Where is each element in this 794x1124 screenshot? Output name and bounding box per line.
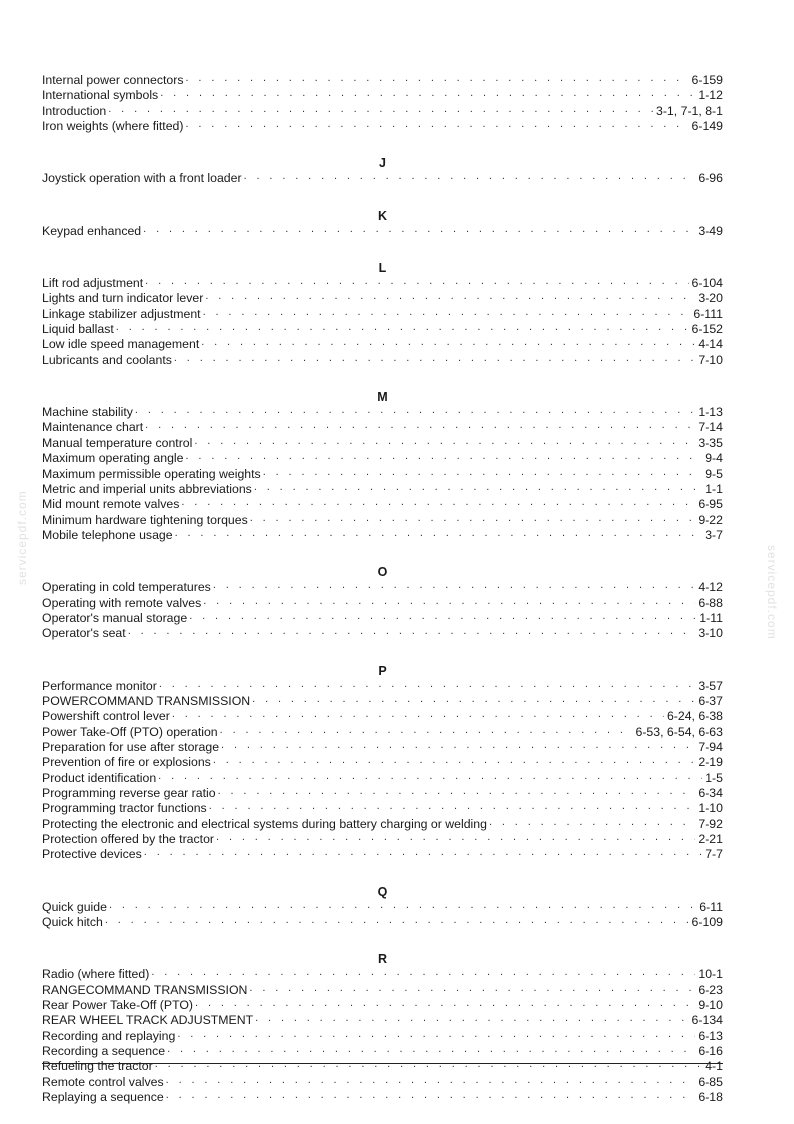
page-reference: 6-159 (691, 73, 723, 87)
index-term: Joystick operation with a front loader (42, 171, 242, 186)
dot-leader (145, 274, 688, 289)
section-letter-heading: R (377, 952, 388, 967)
dot-leader (172, 707, 664, 722)
page-reference: 7-92 (698, 816, 723, 831)
dot-leader (166, 1073, 696, 1088)
page-reference: 3-35 (698, 435, 723, 450)
dot-leader (174, 351, 695, 366)
index-section (42, 261, 723, 368)
dot-leader (195, 996, 695, 1011)
dot-leader (218, 784, 696, 799)
page-reference: 6-34 (698, 786, 723, 800)
dot-leader (203, 305, 691, 320)
section-letter-heading: K (377, 208, 388, 223)
dot-leader (489, 815, 695, 830)
dot-leader (186, 71, 689, 86)
dot-leader (209, 799, 696, 814)
dot-leader (105, 913, 689, 928)
dot-leader (185, 117, 688, 132)
dot-leader (189, 609, 696, 624)
watermark-left: servicepdf.com (15, 490, 29, 585)
page-reference: 6-11 (699, 899, 723, 914)
page-reference: 4-12 (698, 580, 723, 595)
page-reference: 7-7 (705, 847, 723, 862)
page-reference: 1-11 (699, 610, 723, 625)
dot-leader (203, 594, 695, 609)
index-term: International symbols (42, 88, 159, 103)
index-term: Minimum hardware tightening torques (42, 512, 248, 527)
page-reference: 9-4 (705, 451, 723, 466)
index-section (42, 390, 723, 543)
page-reference: 6-18 (698, 1090, 723, 1105)
index-term: RANGECOMMAND TRANSMISSION (42, 982, 248, 997)
page-reference: 3-1, 7-1, 8-1 (656, 103, 723, 118)
page-reference: 7-14 (698, 420, 723, 435)
index-term: Operator's manual storage (42, 610, 188, 625)
page-reference: 1-12 (698, 88, 723, 103)
dot-leader (254, 480, 702, 495)
index-term: Introduction (42, 103, 107, 118)
index-term: Refueling the tractor (42, 1059, 153, 1074)
dot-leader (252, 692, 695, 707)
index-term: Operator's seat (42, 626, 126, 641)
page-reference: 6-109 (691, 915, 723, 930)
index-term: Lubricants and coolants (42, 352, 172, 367)
dot-leader (201, 335, 695, 350)
index-term: Powershift control lever (42, 709, 170, 724)
index-term: Maximum permissible operating weights (42, 466, 261, 481)
index-term: Protecting the electronic and electrical systems during battery charging or welding (42, 816, 487, 831)
page-reference: 6-37 (698, 693, 723, 708)
index-entry (42, 119, 723, 134)
index-term: Maintenance chart (42, 420, 144, 435)
dot-leader (160, 86, 695, 101)
dot-leader (186, 449, 703, 464)
page-reference: 3-49 (698, 223, 723, 238)
dot-leader (205, 289, 695, 304)
page-reference: 6-111 (693, 306, 723, 321)
section-letter-heading: Q (377, 884, 388, 899)
dot-leader (128, 624, 696, 639)
index-term: Operating in cold temperatures (42, 580, 211, 595)
page-reference: 6-152 (691, 322, 723, 337)
page-reference: 9-5 (705, 466, 723, 481)
dot-leader (155, 1057, 702, 1072)
section-letter-heading: L (378, 261, 387, 276)
section-letter-heading: J (379, 156, 386, 171)
index-section (42, 73, 723, 134)
index-entry (42, 353, 723, 368)
dot-leader (135, 403, 695, 418)
section-letter-heading: M (377, 390, 388, 405)
index-entry (42, 224, 723, 239)
index-term: Liquid ballast (42, 322, 114, 337)
index-term: Radio (where fitted) (42, 967, 150, 982)
index-term: Protection offered by the tractor (42, 832, 215, 847)
index-term: Mobile telephone usage (42, 527, 173, 542)
dot-leader (244, 169, 696, 184)
index-term: Quick hitch (42, 915, 103, 930)
dot-leader (166, 1088, 696, 1103)
index-entry (42, 528, 723, 543)
index-entry (42, 1090, 723, 1105)
page-reference: 1-1 (705, 481, 723, 496)
index-section (42, 209, 723, 239)
page-reference: 6-134 (691, 1013, 723, 1028)
index-term: Recording a sequence (42, 1044, 166, 1059)
index-section (42, 565, 723, 641)
page-reference: 6-85 (698, 1074, 723, 1089)
watermark-right: servicepdf.com (765, 545, 779, 640)
dot-leader (167, 1042, 695, 1057)
index-term: Metric and imperial units abbreviations (42, 481, 252, 496)
dot-leader (221, 738, 695, 753)
page-reference: 4-1 (705, 1059, 723, 1074)
index-section (42, 952, 723, 1105)
index-entry (42, 171, 723, 186)
page-reference: 3-57 (698, 678, 723, 693)
page-reference: 3-20 (698, 291, 723, 306)
index-term: Product identification (42, 770, 157, 785)
index-term: Linkage stabilizer adjustment (42, 306, 201, 321)
page-reference: 6-53, 6-54, 6-63 (635, 724, 723, 739)
dot-leader (116, 320, 689, 335)
dot-leader (249, 981, 695, 996)
index-term: Programming tractor functions (42, 801, 207, 816)
page-reference: 6-104 (691, 276, 723, 291)
index-term: Preparation for use after storage (42, 739, 220, 754)
dot-leader (177, 1027, 695, 1042)
page-reference: 3-7 (705, 527, 723, 542)
dot-leader (151, 965, 695, 980)
index-term: Replaying a sequence (42, 1090, 164, 1105)
index-term: Protective devices (42, 847, 142, 862)
section-letter-heading: O (377, 565, 388, 580)
page-reference: 9-10 (698, 998, 723, 1013)
dot-leader (109, 898, 696, 913)
index-entry (42, 915, 723, 930)
dot-leader (250, 511, 696, 526)
index-term: Operating with remote valves (42, 595, 202, 610)
dot-leader (220, 723, 633, 738)
page-reference: 1-13 (698, 405, 723, 420)
index-term: Lights and turn indicator lever (42, 291, 204, 306)
index-term: Rear Power Take-Off (PTO) (42, 998, 194, 1013)
page-reference: 7-10 (698, 352, 723, 367)
page-reference: 1-10 (698, 801, 723, 816)
index-entry (42, 626, 723, 641)
page-reference: 6-88 (698, 595, 723, 610)
dot-leader (159, 677, 696, 692)
page-reference: 6-23 (698, 982, 723, 997)
dot-leader (255, 1011, 688, 1026)
index-list (42, 73, 723, 1106)
index-section (42, 885, 723, 931)
page-reference: 2-19 (698, 755, 723, 770)
index-entry (42, 847, 723, 862)
page-reference: 6-149 (691, 119, 723, 134)
footer-rule (42, 1063, 723, 1064)
index-term: POWERCOMMAND TRANSMISSION (42, 693, 251, 708)
index-term: Remote control valves (42, 1074, 164, 1089)
dot-leader (108, 102, 653, 117)
index-section (42, 156, 723, 186)
dot-leader (158, 769, 702, 784)
dot-leader (194, 434, 695, 449)
index-term: Internal power connectors (42, 73, 184, 87)
dot-leader (216, 830, 695, 845)
index-term: Maximum operating angle (42, 451, 184, 466)
index-term: Power Take-Off (PTO) operation (42, 724, 218, 739)
page-reference: 3-10 (698, 626, 723, 641)
dot-leader (145, 418, 695, 433)
index-term: Keypad enhanced (42, 223, 142, 238)
dot-leader (144, 845, 702, 860)
index-term: Manual temperature control (42, 435, 193, 450)
page-reference: 10-1 (698, 967, 723, 982)
index-term: Programming reverse gear ratio (42, 786, 216, 800)
dot-leader (213, 578, 696, 593)
page-reference: 6-13 (698, 1028, 723, 1043)
index-term: Lift rod adjustment (42, 276, 144, 291)
page-reference: 1-5 (705, 770, 723, 785)
index-term: Quick guide (42, 899, 107, 914)
index-term: Recording and replaying (42, 1028, 176, 1043)
index-term: Mid mount remote valves (42, 497, 180, 512)
page-reference: 6-16 (698, 1044, 723, 1059)
dot-leader (175, 526, 703, 541)
index-section (42, 664, 723, 863)
page-reference: 7-94 (698, 739, 723, 754)
index-term: Low idle speed management (42, 337, 200, 352)
index-term: Machine stability (42, 405, 133, 420)
section-letter-heading: P (378, 663, 387, 678)
page-reference: 6-95 (698, 497, 723, 512)
index-term: REAR WHEEL TRACK ADJUSTMENT (42, 1013, 254, 1028)
page-reference: 9-22 (698, 512, 723, 527)
dot-leader (181, 495, 695, 510)
page-reference: 6-24, 6-38 (666, 709, 723, 724)
dot-leader (143, 222, 695, 237)
page-reference: 2-21 (698, 832, 723, 847)
dot-leader (263, 465, 703, 480)
page-reference: 6-96 (698, 171, 723, 186)
index-term: Prevention of fire or explosions (42, 755, 211, 770)
dot-leader (213, 753, 696, 768)
index-term: Performance monitor (42, 678, 157, 693)
page-reference: 4-14 (698, 337, 723, 352)
index-term: Iron weights (where fitted) (42, 119, 184, 134)
